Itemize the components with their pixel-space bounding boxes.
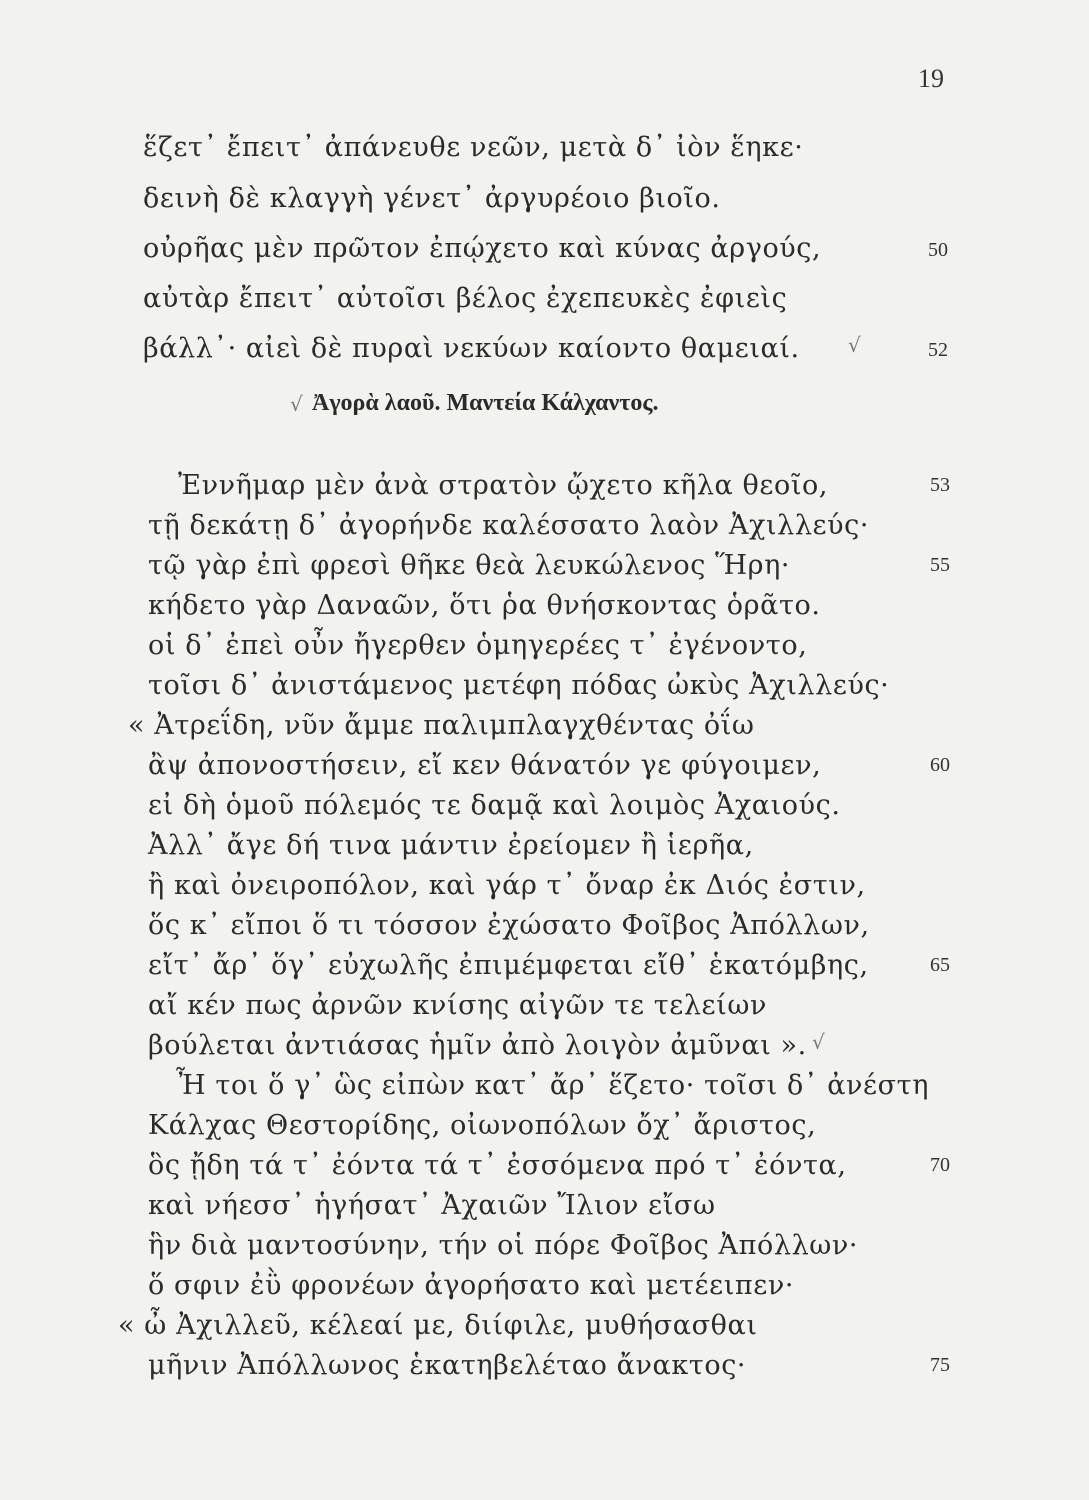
verse-line: βάλλ᾽· αἰεὶ δὲ πυραὶ νεκύων καίοντο θαμειαί.	[143, 333, 800, 364]
verse-line: ἂψ ἀπονοστήσειν, εἴ κεν θάνατόν γε φύγοιμεν,	[148, 750, 822, 781]
check-mark-icon: √	[290, 392, 303, 416]
verse-line: μῆνιν Ἀπόλλωνος ἑκατηβελέταο ἄνακτος·	[148, 1350, 747, 1381]
verse-line: βούλεται ἀντιάσας ἡμῖν ἀπὸ λοιγὸν ἀμῦναι ».	[148, 1030, 807, 1061]
verse-line: τῇ δεκάτῃ δ᾽ ἀγορήνδε καλέσσατο λαὸν Ἀχιλλεύς·	[148, 510, 870, 541]
line-number: 53	[930, 474, 950, 496]
verse-line: ὅ σφιν ἐῢ φρονέων ἀγορήσατο καὶ μετέειπεν·	[148, 1270, 795, 1301]
section-heading: Ἀγορὰ λαοῦ. Μαντεία Κάλχαντος.	[312, 390, 659, 416]
verse-line: ἣν διὰ μαντοσύνην, τήν οἱ πόρε Φοῖβος Ἀπόλλων·	[148, 1230, 859, 1261]
verse-line: ἕζετ᾽ ἔπειτ᾽ ἀπάνευθε νεῶν, μετὰ δ᾽ ἰὸν ἕηκε·	[143, 132, 804, 163]
verse-line: εἰ δὴ ὁμοῦ πόλεμός τε δαμᾷ καὶ λοιμὸς Ἀχαιούς.	[148, 790, 841, 821]
page-number: 19	[918, 64, 944, 93]
verse-line: ἢ καὶ ὀνειροπόλον, καὶ γάρ τ᾽ ὄναρ ἐκ Διός ἐστιν,	[148, 870, 866, 901]
verse-line: Ἀλλ᾽ ἄγε δή τινα μάντιν ἐρείομεν ἢ ἱερῆα,	[148, 830, 754, 861]
verse-line: οὐρῆας μὲν πρῶτον ἐπῴχετο καὶ κύνας ἀργούς,	[143, 233, 822, 264]
line-number: 55	[930, 554, 950, 576]
verse-line: κήδετο γὰρ Δαναῶν, ὅτι ῥα θνήσκοντας ὁρᾶτο.	[148, 590, 821, 621]
line-number: 52	[928, 339, 948, 361]
verse-line: « ὦ Ἀχιλλεῦ, κέλεαί με, διίφιλε, μυθήσασθαι	[118, 1310, 758, 1341]
line-number: 70	[930, 1154, 950, 1176]
verse-line: καὶ νήεσσ᾽ ἡγήσατ᾽ Ἀχαιῶν Ἴλιον εἴσω	[148, 1190, 716, 1221]
verse-line: ὅς κ᾽ εἴποι ὅ τι τόσσον ἐχώσατο Φοῖβος Ἀπόλλων,	[148, 910, 870, 941]
verse-line: δεινὴ δὲ κλαγγὴ γένετ᾽ ἀργυρέοιο βιοῖο.	[143, 183, 721, 214]
check-mark-icon: √	[812, 1030, 825, 1054]
verse-line: Κάλχας Θεστορίδης, οἰωνοπόλων ὄχ᾽ ἄριστος,	[148, 1110, 817, 1141]
line-number: 60	[930, 754, 950, 776]
check-mark-icon: √	[848, 333, 861, 357]
verse-line: τῷ γὰρ ἐπὶ φρεσὶ θῆκε θεὰ λευκώλενος Ἥρη·	[148, 550, 791, 581]
verse-line: τοῖσι δ᾽ ἀνιστάμενος μετέφη πόδας ὠκὺς Ἀχιλλεύς·	[148, 670, 890, 701]
verse-line: Ἦ τοι ὅ γ᾽ ὣς εἰπὼν κατ᾽ ἄρ᾽ ἕζετο· τοῖσι δ᾽ ἀνέστη	[176, 1070, 929, 1101]
line-number: 75	[930, 1354, 950, 1376]
verse-line: αὐτὰρ ἔπειτ᾽ αὐτοῖσι βέλος ἐχεπευκὲς ἐφιεὶς	[143, 283, 788, 314]
verse-line: ὃς ᾔδη τά τ᾽ ἐόντα τά τ᾽ ἐσσόμενα πρό τ᾽ ἐόντα,	[148, 1150, 847, 1181]
line-number: 65	[930, 954, 950, 976]
verse-line: εἴτ᾽ ἄρ᾽ ὅγ᾽ εὐχωλῆς ἐπιμέμφεται εἴθ᾽ ἑκατόμβης,	[148, 950, 869, 981]
line-number: 50	[928, 239, 948, 261]
verse-line: Ἐννῆμαρ μὲν ἀνὰ στρατὸν ᾤχετο κῆλα θεοῖο,	[178, 470, 829, 501]
verse-line: « Ἀτρεΐδη, νῦν ἄμμε παλιμπλαγχθέντας ὀΐω	[128, 710, 755, 741]
verse-line: αἴ κέν πως ἀρνῶν κνίσης αἰγῶν τε τελείων	[148, 990, 767, 1021]
verse-line: οἱ δ᾽ ἐπεὶ οὖν ἤγερθεν ὁμηγερέες τ᾽ ἐγένοντο,	[148, 630, 808, 661]
